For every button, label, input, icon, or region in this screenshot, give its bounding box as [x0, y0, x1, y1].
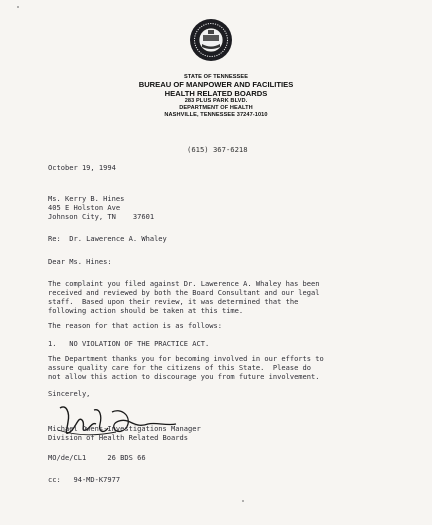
signer-name: Michael Owens-Investigations Manager [48, 424, 201, 433]
letter-date: October 19, 1994 [48, 163, 116, 172]
signer-division: Division of Health Related Boards [48, 433, 189, 442]
paragraph-line: staff. Based upon their review, it was determined that the [48, 297, 299, 306]
phone-number: (615) 367-6218 [187, 145, 248, 154]
letterhead-state: STATE OF TENNESSEE [183, 74, 249, 80]
letterhead-boards: HEALTH RELATED BOARDS [164, 88, 268, 98]
letterhead-bureau: BUREAU OF MANPOWER AND FACILITIES [138, 80, 294, 89]
letterhead-city: NASHVILLE, TENNESSEE 37247-1010 [164, 112, 268, 118]
salutation: Dear Ms. Hines: [48, 257, 112, 266]
scan-speck [17, 6, 19, 8]
paragraph-line: The complaint you filed against Dr. Lawerence A. Whaley has been [48, 279, 320, 288]
paragraph-line: following action should be taken at this time. [48, 306, 244, 315]
reason-line: The reason for that action is as follows: [48, 321, 222, 330]
state-seal-icon [189, 18, 233, 62]
re-line: Re: Dr. Lawerence A. Whaley [48, 234, 167, 243]
paragraph-line: received and reviewed by both the Board Consultant and our legal [48, 288, 320, 297]
paragraph-line: The Department thanks you for becoming involved in our efforts to [48, 354, 324, 363]
closing: Sincerely, [48, 389, 91, 398]
paragraph-line: assure quality care for the citizens of this State. Please do [48, 363, 312, 372]
recipient-street: 405 E Holston Ave [48, 203, 121, 212]
letterhead-department: DEPARTMENT OF HEALTH [179, 105, 253, 111]
recipient-name: Ms. Kerry B. Hines [48, 194, 125, 203]
reference-line: MO/de/CL1 26 BDS 66 [48, 453, 146, 462]
reason-item: 1. NO VIOLATION OF THE PRACTICE ACT. [48, 339, 210, 348]
letterhead [100, 74, 332, 119]
scan-speck [242, 500, 244, 502]
letterhead-address: 283 PLUS PARK BLVD. [184, 98, 248, 104]
paragraph-line: not allow this action to discourage you from future involvement. [48, 372, 320, 381]
cc-line: cc: 94-MD-K7977 [48, 475, 121, 484]
recipient-city: Johnson City, TN 37601 [48, 212, 155, 221]
